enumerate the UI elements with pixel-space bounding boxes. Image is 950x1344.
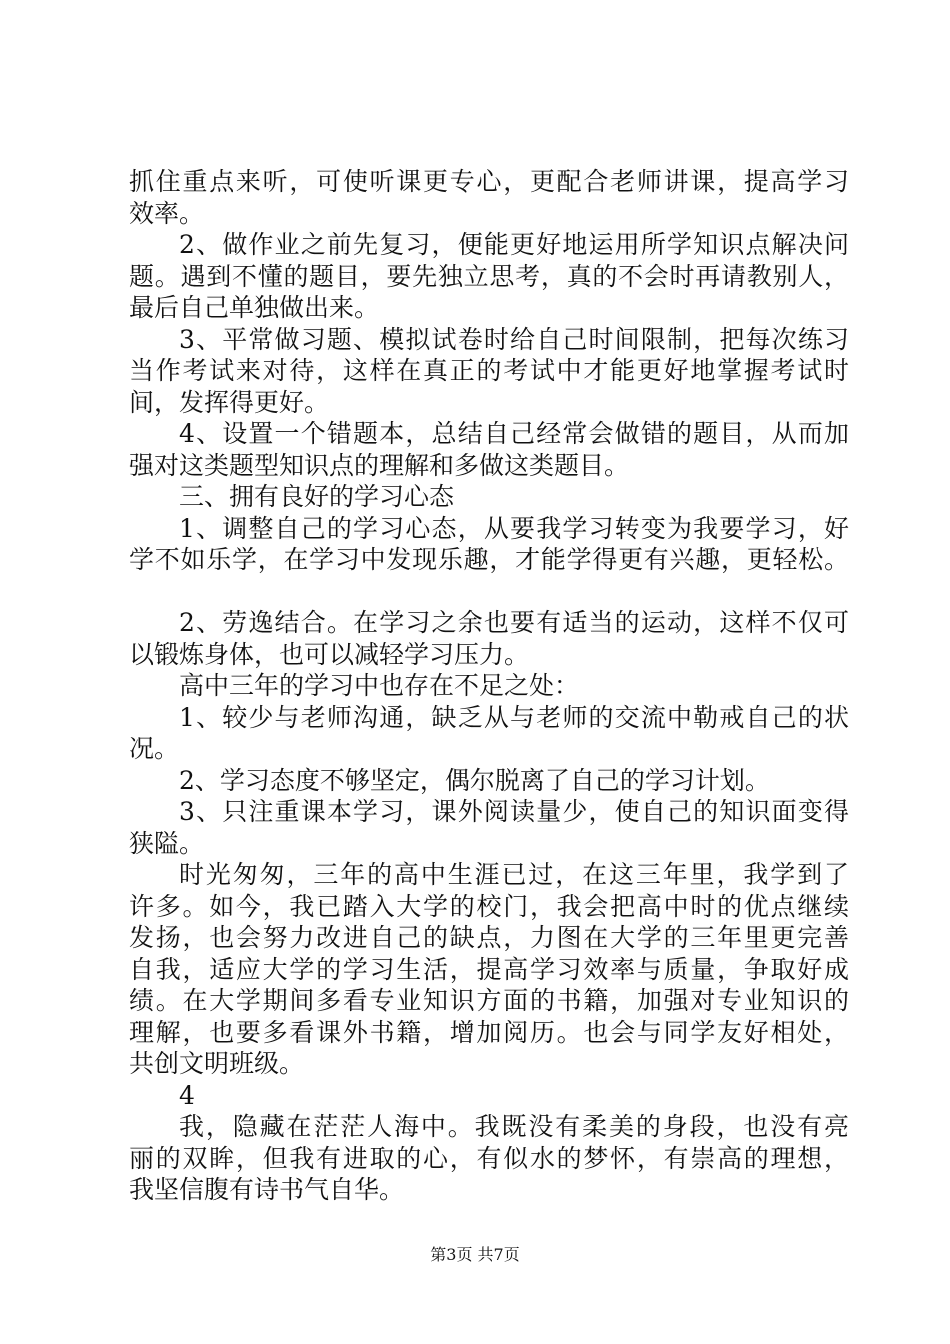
text-line: 丽的双眸，但我有进取的心，有似水的梦怀，有崇高的理想， <box>129 1143 849 1173</box>
text-line: 时光匆匆，三年的高中生涯已过，在这三年里，我学到了 <box>179 860 849 889</box>
text-line: 以锻炼身体，也可以减轻学习压力。 <box>129 639 530 669</box>
text-line: 抓住重点来听，可使听课更专心，更配合老师讲课，提高学习 <box>129 167 849 196</box>
text-line: 强对这类题型知识点的理解和多做这类题目。 <box>129 450 630 480</box>
text-line: 最后自己单独做出来。 <box>129 293 380 322</box>
text-line: 我坚信腹有诗书气自华。 <box>129 1175 405 1204</box>
text-line: 理解，也要多看课外书籍，增加阅历。也会与同学友好相处， <box>129 1017 849 1047</box>
text-line: 绩。在大学期间多看专业知识方面的书籍，加强对专业知识的 <box>129 986 849 1015</box>
text-line: 2、劳逸结合。在学习之余也要有适当的运动，这样不仅可 <box>179 608 849 637</box>
document-body <box>129 166 849 1206</box>
text-line: 1、较少与老师沟通，缺乏从与老师的交流中勒戒自己的状 <box>179 702 849 732</box>
text-line: 间，发挥得更好。 <box>129 387 330 417</box>
text-line: 当作考试来对待，这样在真正的考试中才能更好地掌握考试时 <box>129 356 849 385</box>
text-line: 发扬，也会努力改进自己的缺点，力图在大学的三年里更完善 <box>129 923 849 952</box>
text-line: 题。遇到不懂的题目，要先独立思考，真的不会时再请教别人， <box>129 261 849 291</box>
text-line: 3、平常做习题、模拟试卷时给自己时间限制，把每次练习 <box>179 324 849 354</box>
text-line: 自我，适应大学的学习生活，提高学习效率与质量，争取好成 <box>129 954 849 984</box>
section-number: 4 <box>179 1080 195 1110</box>
text-line: 高中三年的学习中也存在不足之处： <box>179 671 580 700</box>
text-line: 况。 <box>129 734 180 763</box>
text-line: 效率。 <box>129 198 205 228</box>
text-line: 狭隘。 <box>129 828 205 858</box>
text-line: 2、学习态度不够坚定，偶尔脱离了自己的学习计划。 <box>179 765 770 795</box>
text-line: 4、设置一个错题本，总结自己经常会做错的题目，从而加 <box>179 419 849 448</box>
text-line: 2、做作业之前先复习，便能更好地运用所学知识点解决问 <box>179 230 849 259</box>
blank-line <box>129 576 849 608</box>
text-line: 我，隐藏在茫茫人海中。我既没有柔美的身段，也没有亮 <box>179 1112 849 1141</box>
text-line: 3、只注重课本学习，课外阅读量少，使自己的知识面变得 <box>179 797 849 826</box>
text-line: 1、调整自己的学习心态，从要我学习转变为我要学习，好 <box>179 513 849 543</box>
section-heading: 三、拥有良好的学习心态 <box>179 482 455 511</box>
text-line: 许多。如今，我已踏入大学的校门，我会把高中时的优点继续 <box>129 891 849 921</box>
text-line: 共创文明班级。 <box>129 1049 305 1078</box>
page-footer: 第3页 共7页 <box>430 1245 520 1264</box>
text-line: 学不如乐学，在学习中发现乐趣，才能学得更有兴趣，更轻松。 <box>129 545 849 574</box>
